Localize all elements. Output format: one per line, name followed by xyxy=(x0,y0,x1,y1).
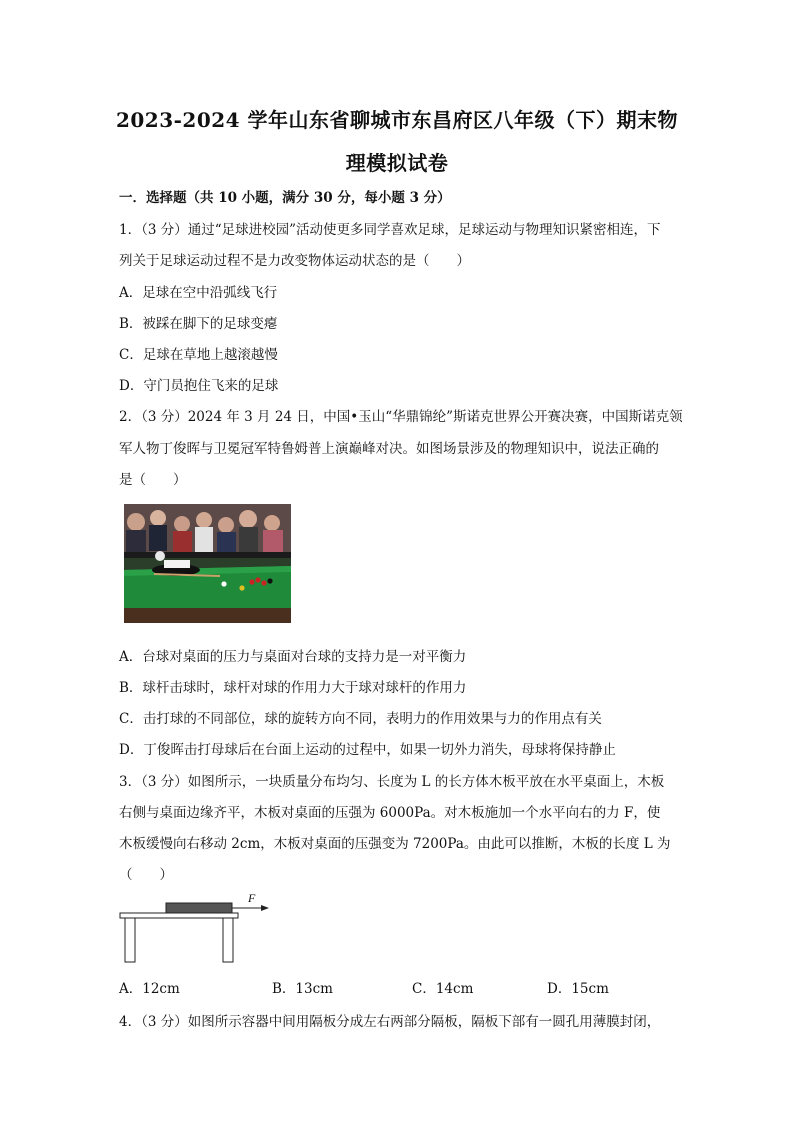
exam-title-line2: 理模拟试卷 xyxy=(345,151,449,175)
snooker-photo xyxy=(124,504,291,623)
q1-option-d: D．守门员抱住飞来的足球 xyxy=(119,378,279,394)
q1-option-b: B．被踩在脚下的足球变瘪 xyxy=(119,316,278,332)
q2-stem-line3: 是（ ） xyxy=(119,472,187,488)
section-heading: 一．选择题（共 10 小题，满分 30 分，每小题 3 分） xyxy=(119,190,451,206)
q3-stem-line3: 木板缓慢向右移动 2cm，木板对桌面的压强变为 7200Pa。由此可以推断，木板的长度 L 为 xyxy=(119,836,671,852)
q1-option-a: A．足球在空中沿弧线飞行 xyxy=(119,285,278,301)
exam-title-line1: 2023-2024 学年山东省聊城市东昌府区八年级（下）期末物 xyxy=(115,108,679,132)
q2-option-d: D．丁俊晖击打母球后在台面上运动的过程中，如果一切外力消失，母球将保持静止 xyxy=(119,742,616,758)
q3-option-b: B．13cm xyxy=(272,981,333,997)
q1-stem-line2: 列关于足球运动过程不是力改变物体运动状态的是（ ） xyxy=(119,253,470,269)
q1-stem-line1: 1．（3 分）通过“足球进校园”活动使更多同学喜欢足球，足球运动与物理知识紧密相连，下 xyxy=(119,222,661,238)
table-board-figure xyxy=(117,888,277,964)
q3-stem-line2: 右侧与桌面边缘齐平，木板对桌面的压强为 6000Pa。对木板施加一个水平向右的力 F，使 xyxy=(119,805,661,821)
q2-option-c: C．击打球的不同部位，球的旋转方向不同，表明力的作用效果与力的作用点有关 xyxy=(119,711,602,727)
q2-stem-line2: 军人物丁俊晖与卫冕冠军特鲁姆普上演巅峰对决。如图场景涉及的物理知识中，说法正确的 xyxy=(119,441,659,457)
q2-option-b: B．球杆击球时，球杆对球的作用力大于球对球杆的作用力 xyxy=(119,680,467,696)
q1-option-c: C．足球在草地上越滚越慢 xyxy=(119,347,278,363)
q3-option-c: C．14cm xyxy=(412,981,474,997)
q2-stem-line1: 2．（3 分）2024 年 3 月 24 日，中国•玉山“华鼎锦纶”斯诺克世界公开赛决赛，中国斯诺克领 xyxy=(119,409,683,425)
q2-option-a: A．台球对桌面的压力与桌面对台球的支持力是一对平衡力 xyxy=(119,649,467,665)
q3-option-a: A．12cm xyxy=(119,981,180,997)
q3-stem-line4: （ ） xyxy=(119,867,173,883)
q3-stem-line1: 3．（3 分）如图所示，一块质量分布均匀、长度为 L 的长方体木板平放在水平桌面上，木板 xyxy=(119,774,665,790)
q4-stem-line1: 4．（3 分）如图所示容器中间用隔板分成左右两部分隔板，隔板下部有一圆孔用薄膜封闭， xyxy=(119,1014,661,1030)
force-label-f: F xyxy=(248,891,256,905)
q3-option-d: D．15cm xyxy=(547,981,609,997)
